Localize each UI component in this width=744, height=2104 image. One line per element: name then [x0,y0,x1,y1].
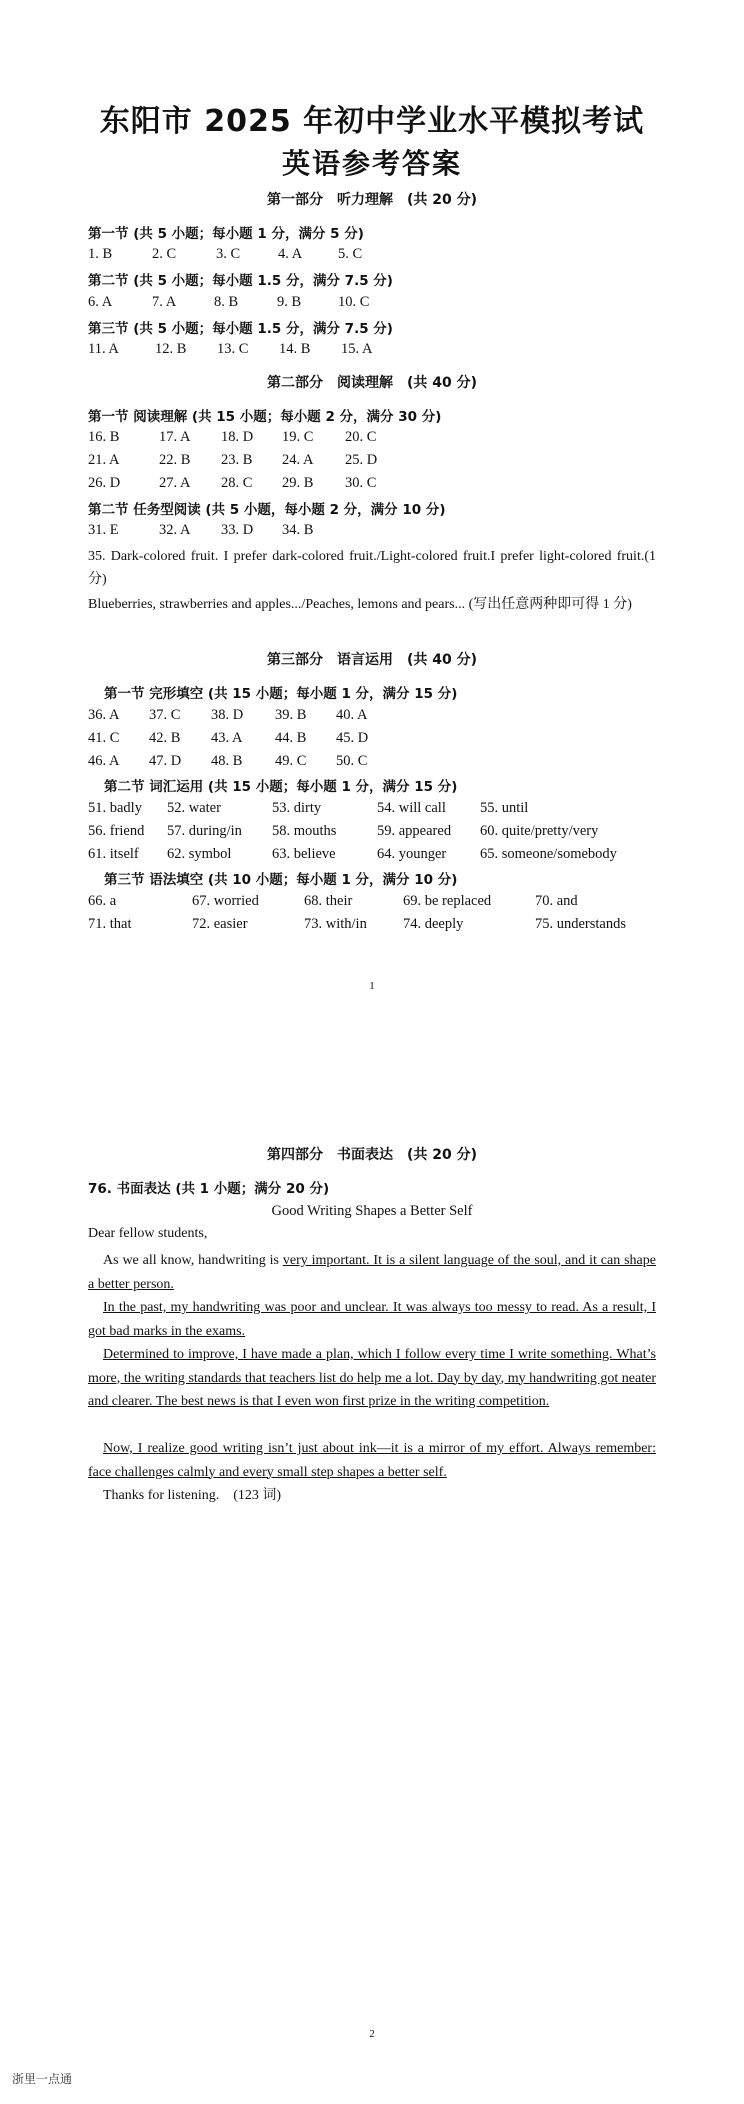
answer: 60. quite/pretty/very [480,823,599,839]
answer-row [0,246,744,266]
answer: 11. A [88,341,119,357]
answer-row [0,916,744,936]
answer: 27. A [159,475,191,491]
answer: 28. C [221,475,253,491]
answer-row [0,893,744,913]
essay-paragraph-3 [88,1343,656,1414]
part2-heading: 第二部分 阅读理解 (共 40 分) [266,375,478,391]
underlined-answer: Now, I realize good writing isn’t just about ink—it is a mirror of my effort. Always remember: face challenges calmly and every small step shapes a better self. [88,1441,656,1480]
answer: 7. A [152,294,177,310]
answer: 74. deeply [403,916,464,932]
answer: 41. C [88,730,120,746]
answer: 26. D [88,475,121,491]
part1-section3-heading: 第三节 (共 5 小题；每小题 1.5 分，满分 7.5 分) [88,321,393,337]
part2-section2-heading: 第二节 任务型阅读 (共 5 小题，每小题 2 分，满分 10 分) [88,502,446,518]
answer: 21. A [88,452,120,468]
answer-row [0,707,744,727]
answer: 43. A [211,730,243,746]
answer: 37. C [149,707,181,723]
answer-row [0,294,744,314]
answer: 18. D [221,429,254,445]
answer-row [0,846,744,866]
answer: 24. A [282,452,314,468]
part1-section1-heading: 第一节 (共 5 小题；每小题 1 分，满分 5 分) [88,226,364,242]
answer: 16. B [88,429,120,445]
answer: 19. C [282,429,314,445]
footer-watermark: 浙里一点通 [12,2072,73,2086]
answer: 14. B [279,341,311,357]
answer-row [0,475,744,495]
answer: 72. easier [192,916,248,932]
answer: 12. B [155,341,187,357]
answer: 52. water [167,800,221,816]
answer-row [0,753,744,773]
answer: 44. B [275,730,307,746]
answer: 4. A [278,246,303,262]
answer: 2. C [152,246,177,262]
answer: 57. during/in [167,823,242,839]
answer: 34. B [282,522,314,538]
underlined-answer: Determined to improve, I have made a plan, which I follow every time I write something. What’s more, the writing standards that teachers list do help me a lot. Day by day, my handwriting got neater and clearer. The best news is that I even won first prize in the writing competition. [88,1347,656,1409]
answer: 63. believe [272,846,336,862]
answer: 59. appeared [377,823,452,839]
answer: 54. will call [377,800,446,816]
paragraph-text: As we all know, handwriting is [103,1253,283,1268]
exam-title: 东阳市 2025 年初中学业水平模拟考试 [99,104,645,139]
part2-section1-heading: 第一节 阅读理解 (共 15 小题；每小题 2 分，满分 30 分) [88,409,442,425]
answer: 62. symbol [167,846,232,862]
answer: 56. friend [88,823,145,839]
part1-section2-heading: 第二节 (共 5 小题；每小题 1.5 分，满分 7.5 分) [88,273,393,289]
answer: 38. D [211,707,244,723]
part3-section1-heading: 第一节 完形填空 (共 15 小题；每小题 1 分，满分 15 分) [104,686,458,702]
part3-heading: 第三部分 语言运用 (共 40 分) [266,652,478,668]
answer: 15. A [341,341,373,357]
part3-section3-heading: 第三节 语法填空 (共 10 小题；每小题 1 分，满分 10 分) [104,872,458,888]
essay-title: Good Writing Shapes a Better Self [271,1203,473,1219]
answer: 68. their [304,893,353,909]
answer: 3. C [216,246,241,262]
answer: 61. itself [88,846,139,862]
answer-row [0,823,744,843]
answer: 65. someone/somebody [480,846,617,862]
underlined-answer: very important. It is a silent language of the soul, and it can shape a better person. [88,1253,656,1292]
answer-row [0,452,744,472]
answer: 10. C [338,294,370,310]
answer-row [0,341,744,361]
answer: 47. D [149,753,182,769]
answer: 58. mouths [272,823,337,839]
answer: 45. D [336,730,369,746]
answer: 73. with/in [304,916,367,932]
answer: 29. B [282,475,314,491]
answer: 33. D [221,522,254,538]
answer: 39. B [275,707,307,723]
answer: 32. A [159,522,191,538]
answer: 1. B [88,246,113,262]
part4-heading: 第四部分 书面表达 (共 20 分) [266,1147,478,1163]
answer: 6. A [88,294,113,310]
answer-row [0,730,744,750]
answer: 31. E [88,522,119,538]
closing-text: Thanks for listening. [103,1488,220,1503]
answer: 36. A [88,707,120,723]
answer: 66. a [88,893,117,909]
answer: 5. C [338,246,363,262]
answer-35-note: Blueberries, strawberries and apples.../Peaches, lemons and pears... (写出任意两种即可得 1 分) [88,597,632,612]
answer: 70. and [535,893,578,909]
answer: 64. younger [377,846,447,862]
answer: 9. B [277,294,302,310]
answer: 49. C [275,753,307,769]
answer: 17. A [159,429,191,445]
page-number: 2 [369,2028,375,2040]
answer: 22. B [159,452,191,468]
part3-section2-heading: 第二节 词汇运用 (共 15 小题；每小题 1 分，满分 15 分) [104,779,458,795]
answer: 23. B [221,452,253,468]
answer: 55. until [480,800,529,816]
essay-paragraph-4 [88,1437,656,1484]
page-number: 1 [369,980,375,992]
answer-row [0,522,744,542]
answer: 50. C [336,753,368,769]
answer: 20. C [345,429,377,445]
word-count: (123 词) [233,1488,282,1503]
answer: 40. A [336,707,368,723]
essay-paragraph-1 [88,1249,656,1296]
answer: 25. D [345,452,378,468]
essay-paragraph-2 [88,1296,656,1343]
answer: 30. C [345,475,377,491]
answer-key-title: 英语参考答案 [281,147,462,180]
answer-row [0,800,744,820]
answer: 67. worried [192,893,259,909]
answer: 13. C [217,341,249,357]
part1-heading: 第一部分 听力理解 (共 20 分) [266,192,478,208]
answer: 51. badly [88,800,142,816]
answer-35: 35. Dark-colored fruit. I prefer dark-colored fruit./Light-colored fruit.I prefer light-colored fruit.(1 分) [88,549,656,587]
answer: 46. A [88,753,120,769]
answer: 42. B [149,730,181,746]
answer: 48. B [211,753,243,769]
essay-greeting: Dear fellow students, [88,1226,208,1241]
answer: 69. be replaced [403,893,492,909]
answer: 71. that [88,916,132,932]
answer: 53. dirty [272,800,322,816]
answer: 75. understands [535,916,627,932]
essay-closing [103,1484,281,1504]
answer-row [0,429,744,449]
question-76-heading: 76. 书面表达 (共 1 小题；满分 20 分) [88,1181,330,1197]
answer: 8. B [214,294,239,310]
underlined-answer: In the past, my handwriting was poor and unclear. It was always too messy to read. As a result, I got bad marks in the exams. [88,1300,656,1339]
